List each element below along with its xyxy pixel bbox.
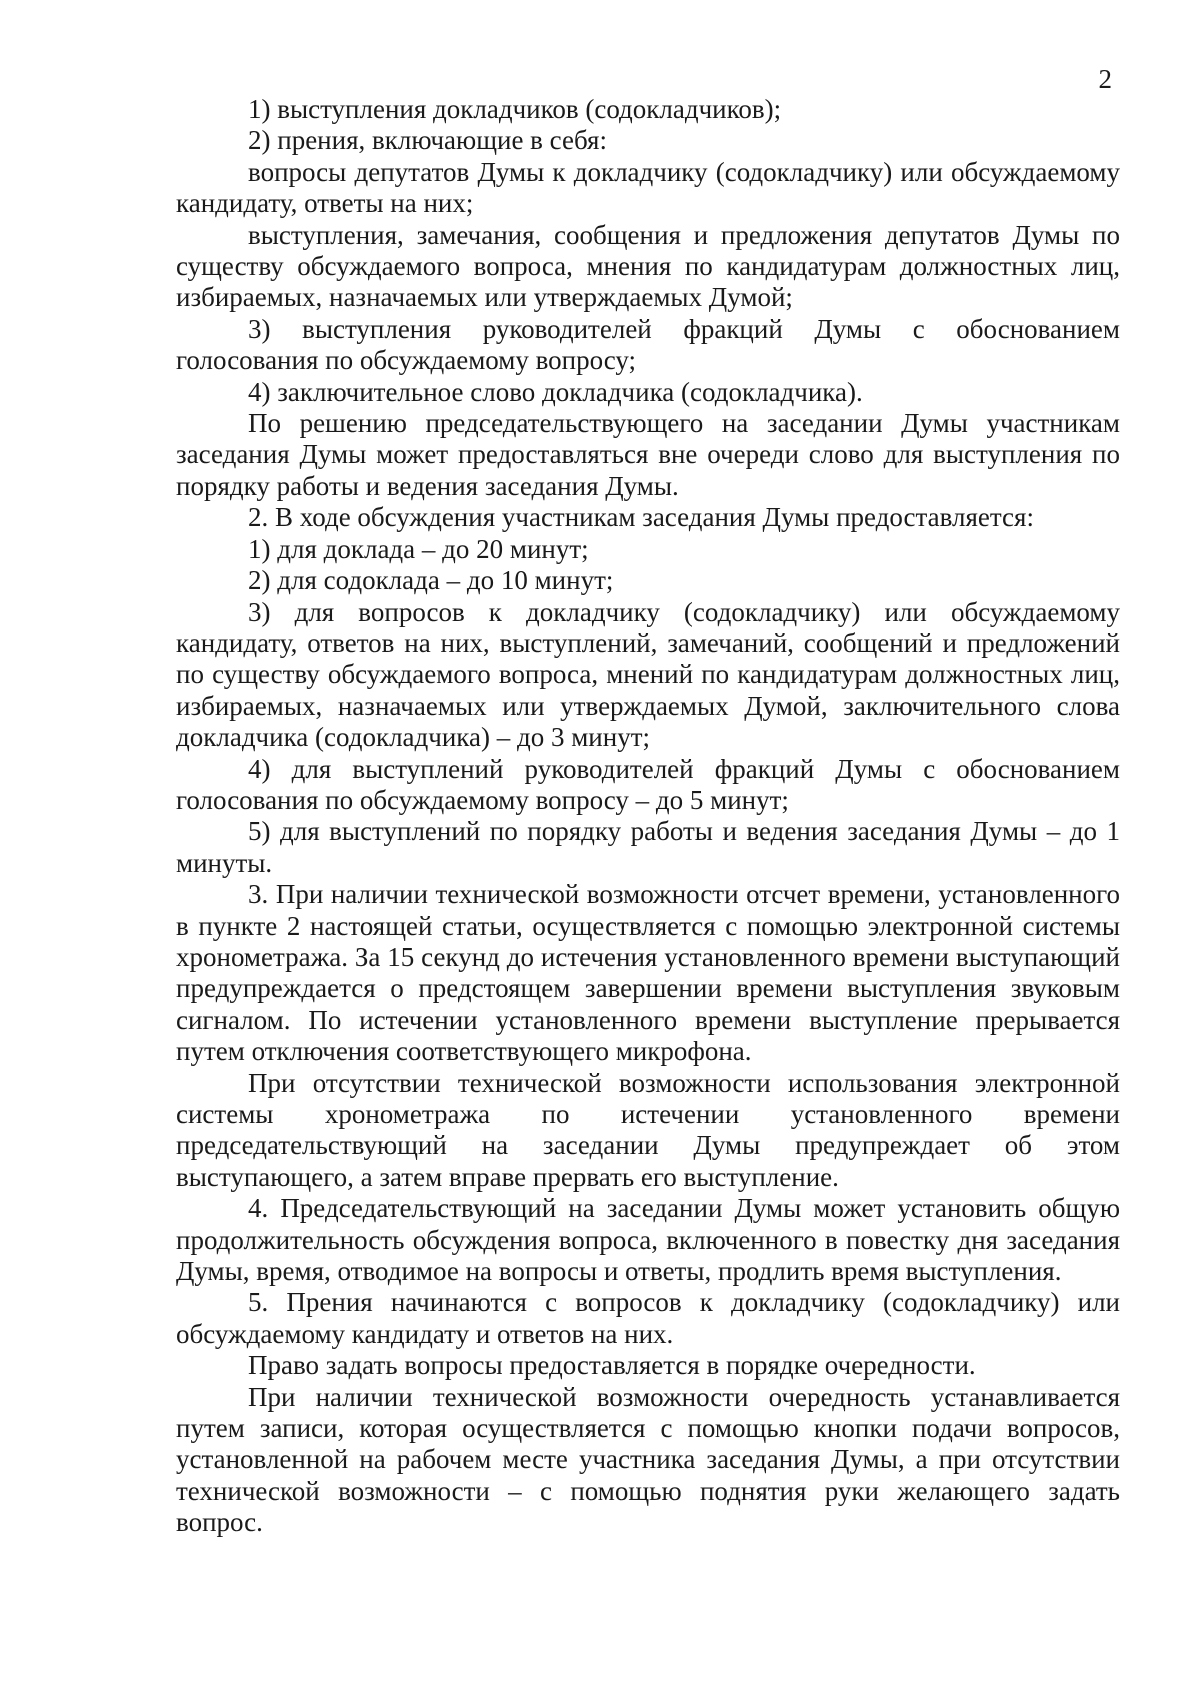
- paragraph: 2. В ходе обсуждения участникам заседания Думы предоставляется:: [248, 502, 1034, 533]
- paragraph: Право задать вопросы предоставляется в порядке очередности.: [248, 1350, 976, 1381]
- page-number: 2: [1098, 64, 1112, 94]
- paragraph: выступления, замечания, сообщения и предложения депутатов Думы по существу обсуждаемого вопроса, мнения по кандидатурам должностных лиц, избираемых, назначаемых или утверждаемых Думой;: [176, 219, 1120, 313]
- document-body: [176, 94, 1120, 1539]
- paragraph: 3) для вопросов к докладчику (содокладчику) или обсуждаемому кандидату, ответов на них, выступлений, замечаний, сообщений и предложений по существу обсуждаемого вопроса, мнений по кандидатурам должностных лиц, избираемых, назначаемых или утверждаемых Думой, заключительного слова докладчика (содокладчика) – до 3 минут;: [176, 596, 1120, 753]
- paragraph: 4) для выступлений руководителей фракций Думы с обоснованием голосования по обсуждаемому вопросу – до 5 минут;: [176, 753, 1120, 815]
- paragraph: 3. При наличии технической возможности отсчет времени, установленного в пункте 2 настоящей статьи, осуществляется с помощью электронной системы хронометража. За 15 секунд до истечения установленного времени выступающий предупреждается о предстоящем завершении времени выступления звуковым сигналом. По истечении установленного времени выступление прерывается путем отключения соответствующего микрофона.: [176, 879, 1120, 1067]
- paragraph: При отсутствии технической возможности использования электронной системы хронометража по истечении установленного времени председательствующий на заседании Думы предупреждает об этом выступающего, а затем вправе прервать его выступление.: [176, 1067, 1120, 1192]
- paragraph: 4) заключительное слово докладчика (содокладчика).: [248, 376, 863, 407]
- paragraph: 3) выступления руководителей фракций Думы с обоснованием голосования по обсуждаемому вопросу;: [176, 313, 1120, 376]
- paragraph: При наличии технической возможности очередность устанавливается путем записи, которая осуществляется с помощью кнопки подачи вопросов, установленной на рабочем месте участника заседания Думы, а при отсутствии технической возможности – с помощью поднятия руки желающего задать вопрос.: [176, 1381, 1120, 1538]
- paragraph: 1) для доклада – до 20 минут;: [248, 533, 589, 564]
- paragraph: вопросы депутатов Думы к докладчику (содокладчику) или обсуждаемому кандидату, ответы на них;: [176, 156, 1120, 219]
- paragraph: 5) для выступлений по порядку работы и ведения заседания Думы – до 1 минуты.: [176, 816, 1120, 878]
- paragraph: 1) выступления докладчиков (содокладчиков);: [248, 94, 782, 124]
- paragraph: По решению председательствующего на заседании Думы участникам заседания Думы может предоставляться вне очереди слово для выступления по порядку работы и ведения заседания Думы.: [176, 408, 1120, 501]
- paragraph: 4. Председательствующий на заседании Думы может установить общую продолжительность обсуждения вопроса, включенного в повестку дня заседания Думы, время, отводимое на вопросы и ответы, продлить время выступления.: [176, 1193, 1120, 1287]
- paragraph: 2) для содоклада – до 10 минут;: [248, 565, 614, 596]
- paragraph: 2) прения, включающие в себя:: [248, 125, 607, 156]
- paragraph: 5. Прения начинаются с вопросов к докладчику (содокладчику) или обсуждаемому кандидату и ответов на них.: [176, 1287, 1120, 1349]
